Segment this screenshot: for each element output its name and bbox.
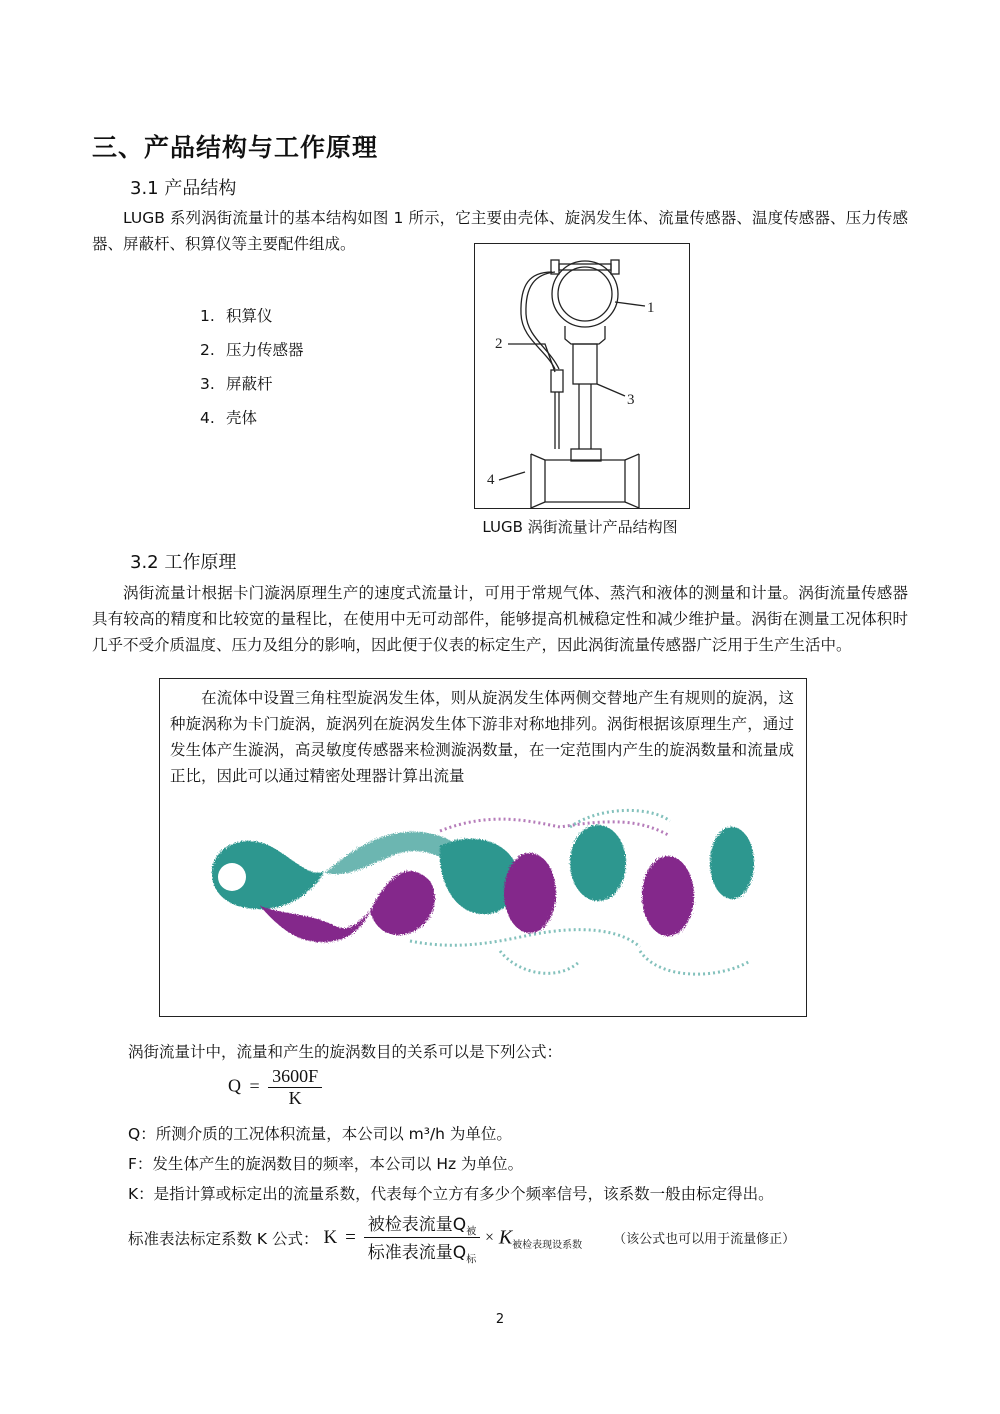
q-definition: Q：所测介质的工况体积流量，本公司以 m³/h 为单位。 (128, 1125, 512, 1143)
karman-vortex-street-image (200, 801, 760, 1006)
list-item: 3. 屏蔽杆 (200, 375, 273, 393)
callout-2: 2 (495, 336, 503, 352)
list-item: 1. 积算仪 (200, 307, 273, 325)
principle-paragraph: 涡街流量计根据卡门漩涡原理生产的速度式流量计，可用于常规气体、蒸汽和液体的测量和计量。涡街流量传感器具有较高的精度和比较宽的量程比，在使用中无可动部件，能够提高机械稳定性和减少维护量。涡街在测量工况体积时几乎不受介质温度、压力及组分的影响，因此便于仪表的标定生产，因此涡街流量传感器广泛用于生产生活中。 (92, 584, 908, 654)
vortex-description: 在流体中设置三角柱型旋涡发生体，则从旋涡发生体两侧交替地产生有规则的旋涡，这种旋涡称为卡门旋涡，旋涡列在旋涡发生体下游非对称地排列。涡街根据该原理生产，通过发生体产生漩涡，高灵敏度传感器来检测漩涡数量，在一定范围内产生的旋涡数量和流量成正比，因此可以通过精密处理器计算出流量 (170, 689, 794, 785)
section-title: 三、产品结构与工作原理 (92, 133, 379, 162)
page-number: 2 (495, 1312, 505, 1327)
callout-1: 1 (647, 300, 655, 316)
bluff-body-circle (218, 863, 246, 891)
parts-list (200, 303, 304, 439)
list-item: 4. 壳体 (200, 409, 258, 427)
f-definition: F：发生体产生的旋涡数目的频率，本公司以 Hz 为单位。 (128, 1155, 524, 1173)
formula-intro: 涡街流量计中，流量和产生的旋涡数目的关系可以是下列公式： (128, 1043, 563, 1061)
list-item: 2. 压力传感器 (200, 341, 304, 359)
product-structure-figure (474, 243, 690, 509)
k-definition: K：是指计算或标定出的流量系数，代表每个立方有多少个频率信号，该系数一般由标定得出。 (128, 1185, 774, 1203)
principle-heading: 3.2 工作原理 (130, 552, 237, 573)
structure-paragraph: LUGB 系列涡街流量计的基本结构如图 1 所示，它主要由壳体、旋涡发生体、流量传感器、温度传感器、压力传感器、屏蔽杆、积算仪等主要配件组成。 (92, 209, 908, 253)
k-note: （该公式也可以用于流量修正） (613, 1232, 796, 1248)
callout-4: 4 (487, 472, 495, 488)
figure-caption: LUGB 涡街流量计产品结构图 (482, 518, 678, 536)
structure-heading: 3.1 产品结构 (130, 178, 237, 199)
flow-formula: Q = $\frac{3600F}{K}$ (228, 1066, 322, 1109)
vortex-box (159, 678, 807, 1017)
k-formula: 标准表法标定系数 K 公式： K = $\frac{被检表流量Q_被}{标准表流量Q_标}$ × $K_{被检表现设系数}$ （该公式也可以用于流量修正） (128, 1210, 795, 1266)
flowmeter-drawing (475, 244, 689, 508)
callout-3: 3 (627, 392, 635, 408)
